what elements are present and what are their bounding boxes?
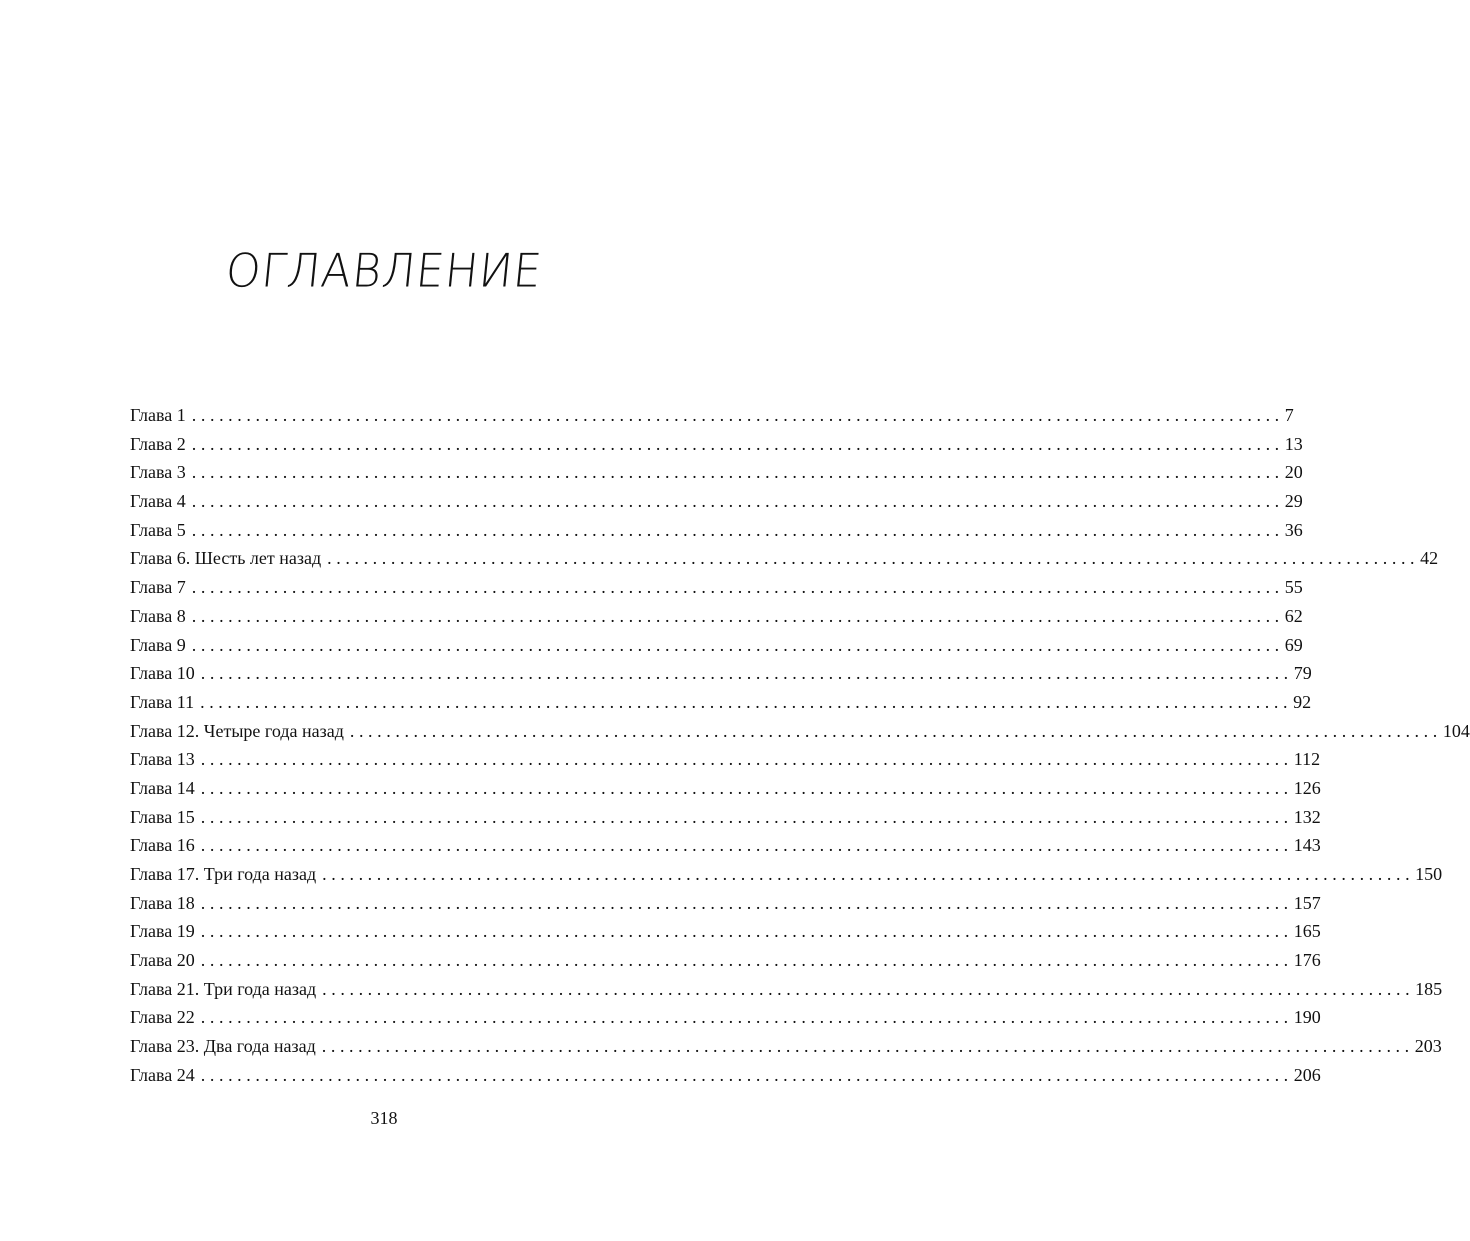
toc-entry-page: 13 [1284,433,1303,454]
toc-entry[interactable] [130,430,1303,459]
toc-entry-page: 92 [1293,691,1312,712]
toc-leader-dots: ........................................................................................................................ [200,806,1293,827]
toc-entry-label: Глава 7 [130,577,186,598]
toc-entry-label: Глава 6. Шесть лет назад [130,548,322,569]
toc-entry[interactable] [130,803,1321,832]
toc-entry-page: 112 [1293,749,1321,770]
toc-entry[interactable] [130,831,1321,860]
toc-leader-dots: ........................................................................................................................ [200,1007,1293,1028]
toc-entry-page: 29 [1284,491,1303,512]
toc-leader-dots: ........................................................................................................................ [191,405,1284,425]
toc-entry-label: Глава 3 [130,462,186,483]
toc-leader-dots: ........................................................................................................................ [191,605,1284,626]
toc-leader-dots: ........................................................................................................................ [327,548,1420,569]
toc-entry-label: Глава 13 [130,749,195,770]
toc-entry-label: Глава 12. Четыре года назад [130,720,344,741]
toc-entry[interactable] [130,544,1439,573]
toc-leader-dots: ........................................................................................................................ [200,777,1293,798]
toc-leader-dots: ........................................................................................................................ [200,663,1293,684]
toc-leader-dots: ........................................................................................................................ [200,691,1293,712]
toc-entry[interactable] [130,975,1443,1004]
toc-entry-label: Глава 14 [130,777,195,798]
toc-entry[interactable] [130,631,1303,660]
toc-entry-label: Глава 19 [130,921,195,942]
toc-leader-dots: ........................................................................................................................ [321,1036,1414,1057]
toc-leader-dots: ........................................................................................................................ [200,835,1293,856]
toc-entry[interactable] [130,487,1303,516]
toc-leader-dots: ........................................................................................................................ [191,433,1284,454]
toc-entry[interactable] [130,889,1321,918]
toc-entry-label: Глава 15 [130,806,195,827]
toc-entry[interactable] [130,401,1294,430]
toc-entry-page: 150 [1415,864,1443,884]
toc-entry-label: Глава 23. Два года назад [130,1036,316,1057]
toc-entry[interactable] [130,1061,1321,1090]
toc-entry[interactable] [130,917,1321,946]
toc-entry-page: 165 [1293,921,1321,942]
toc-leader-dots: ........................................................................................................................ [191,519,1284,540]
toc-entry-page: 185 [1415,978,1443,999]
toc-entry-page: 132 [1293,806,1321,827]
toc-entry-label: Глава 5 [130,519,186,540]
toc-entry[interactable] [130,745,1321,774]
toc-entry-page: 203 [1414,1036,1442,1057]
toc-entry-page: 126 [1293,777,1321,798]
toc-entry-label: Глава 4 [130,491,186,512]
toc-entry[interactable] [130,573,1303,602]
toc-entry-label: Глава 8 [130,605,186,626]
toc-entry[interactable] [130,602,1303,631]
toc-entry-page: 20 [1284,462,1303,483]
toc-entry-page: 69 [1284,634,1303,655]
toc-entry-page: 42 [1420,548,1439,569]
toc-entry-label: Глава 21. Три года назад [130,978,317,999]
toc-entry[interactable] [130,860,1443,889]
toc-entry-label: Глава 9 [130,634,186,655]
toc-entry[interactable] [130,1032,1442,1061]
toc-entry-label: Глава 1 [130,405,186,425]
toc-entry-page: 206 [1293,1064,1321,1085]
toc-entry-label: Глава 20 [130,950,195,971]
toc-entry[interactable] [130,717,1470,746]
toc-leader-dots: ........................................................................................................................ [349,720,1442,741]
toc-entry-page: 143 [1293,835,1321,856]
toc-entry-page: 157 [1293,892,1321,913]
toc-leader-dots: ........................................................................................................................ [322,864,1415,884]
toc-leader-dots: ........................................................................................................................ [191,634,1284,655]
toc-entry-label: Глава 16 [130,835,195,856]
toc-entry-label: Глава 18 [130,892,195,913]
toc-entry-page: 190 [1293,1007,1321,1028]
toc-entry[interactable] [130,688,1312,717]
toc-entry-page: 55 [1284,577,1303,598]
toc-entry-page: 36 [1284,519,1303,540]
toc-leader-dots: ........................................................................................................................ [200,950,1293,971]
toc-leader-dots: ........................................................................................................................ [200,1064,1293,1085]
toc-leader-dots: ........................................................................................................................ [322,978,1415,999]
toc-entry-label: Глава 10 [130,663,195,684]
toc-entry-page: 104 [1442,720,1470,741]
toc-leader-dots: ........................................................................................................................ [200,892,1293,913]
toc-entry[interactable] [130,458,1303,487]
toc-entry[interactable] [130,1003,1321,1032]
toc-leader-dots: ........................................................................................................................ [191,577,1284,598]
toc-entry-page: 62 [1284,605,1303,626]
toc-leader-dots: ........................................................................................................................ [191,462,1284,483]
toc-entry-page: 7 [1284,405,1294,425]
toc-entry-label: Глава 11 [130,691,195,712]
toc-entry-page: 176 [1293,950,1321,971]
toc-leader-dots: ........................................................................................................................ [191,491,1284,512]
toc-entry[interactable] [130,659,1312,688]
toc-entry[interactable] [130,946,1321,975]
page-number: 318 [370,1108,398,1128]
toc-entry-page: 79 [1293,663,1312,684]
toc-entry-label: Глава 2 [130,433,186,454]
toc-entry[interactable] [130,516,1303,545]
toc-entry[interactable] [130,774,1321,803]
toc-entry-label: Глава 17. Три года назад [130,864,317,884]
toc-leader-dots: ........................................................................................................................ [200,921,1293,942]
toc-entry-label: Глава 24 [130,1064,195,1085]
toc-leader-dots: ........................................................................................................................ [200,749,1293,770]
toc-entry-label: Глава 22 [130,1007,195,1028]
page-title: ОГЛАВЛЕНИЕ [223,244,545,299]
table-of-contents [130,401,1470,1090]
